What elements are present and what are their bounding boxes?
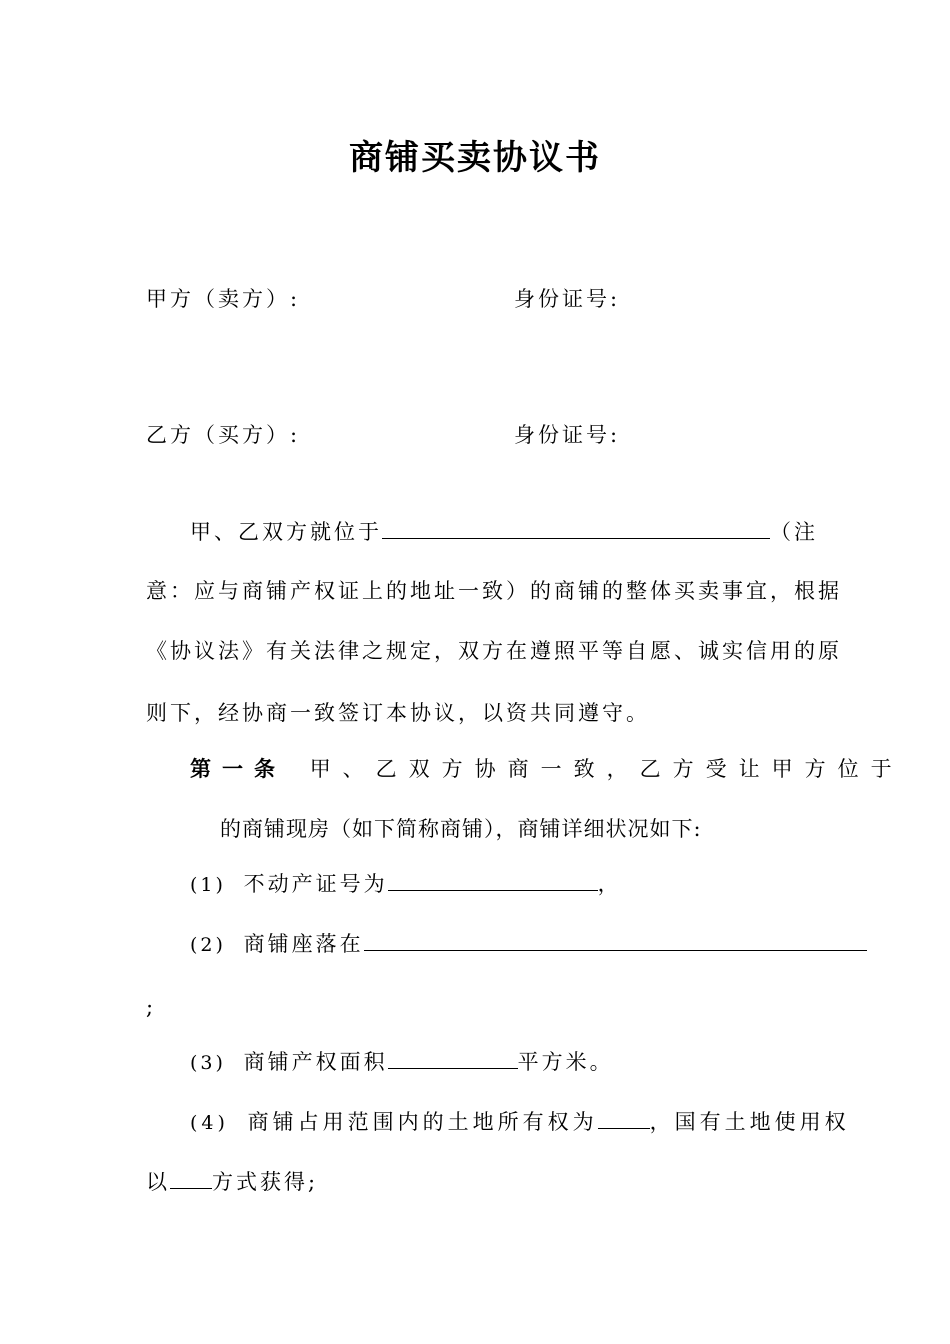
item-4-text: 商铺占用范围内的土地所有权为 xyxy=(247,1110,598,1134)
item-2-line xyxy=(190,928,867,960)
article-1-text: 甲、乙双方协商一致，乙方受让甲方位于 xyxy=(309,757,904,781)
document-title: 商铺买卖协议书 xyxy=(349,138,601,178)
acquisition-method-blank xyxy=(170,1166,212,1189)
item-4-cont-start: 以 xyxy=(146,1170,170,1194)
item-4-mid: ，国有土地使用权 xyxy=(649,1110,850,1134)
item-3-number: (3) xyxy=(190,1052,226,1074)
preamble-line-1 xyxy=(190,516,818,547)
article-1-cont-line xyxy=(220,814,702,844)
preamble-text-2: 意：应与商铺产权证上的地址一致）的商铺的整体买卖事宜，根据 xyxy=(146,579,842,603)
party-b-row xyxy=(146,420,300,450)
preamble-text-4: 则下，经协商一致签订本协议，以资共同遵守。 xyxy=(146,701,650,725)
preamble-text-1: 甲、乙双方就位于 xyxy=(190,520,382,544)
party-b-label: 乙方（买方）: xyxy=(146,423,301,447)
party-a-id-row xyxy=(514,284,620,314)
location-blank xyxy=(364,928,867,951)
preamble-note-open: （注 xyxy=(770,520,818,544)
item-4-number: (4) xyxy=(190,1112,229,1134)
property-cert-blank xyxy=(388,868,598,891)
party-a-row xyxy=(146,284,300,314)
party-b-id-row xyxy=(514,420,620,450)
item-2-end: ; xyxy=(146,995,157,1019)
party-a-id-label: 身份证号: xyxy=(514,287,621,311)
preamble-line-4 xyxy=(146,698,650,728)
item-3-text: 商铺产权面积 xyxy=(243,1050,388,1074)
item-4-cont-line xyxy=(146,1166,318,1197)
preamble-line-2 xyxy=(146,576,842,606)
item-2-number: (2) xyxy=(190,934,226,956)
item-2-end-line xyxy=(146,992,156,1022)
address-blank xyxy=(382,516,770,539)
land-ownership-blank xyxy=(598,1106,650,1129)
party-a-label: 甲方（卖方）: xyxy=(146,287,301,311)
item-3-line xyxy=(190,1046,614,1078)
item-1-number: (1) xyxy=(190,874,226,896)
item-1-line xyxy=(190,868,622,900)
article-1-cont: 的商铺现房（如下简称商铺），商铺详细状况如下: xyxy=(220,817,702,841)
preamble-line-3 xyxy=(146,636,842,666)
item-4-line xyxy=(190,1106,850,1138)
article-1-line xyxy=(190,754,904,784)
item-1-text: 不动产证号为 xyxy=(243,872,388,896)
item-4-cont-end: 方式获得; xyxy=(212,1170,319,1194)
article-1-heading: 第一条 xyxy=(190,757,286,781)
preamble-text-3: 《协议法》有关法律之规定，双方在遵照平等自愿、诚实信用的原 xyxy=(146,639,842,663)
area-blank xyxy=(388,1046,518,1069)
item-1-end: ， xyxy=(597,872,622,896)
party-b-id-label: 身份证号: xyxy=(514,423,621,447)
item-2-text: 商铺座落在 xyxy=(243,932,364,956)
item-3-end: 平方米。 xyxy=(517,1050,614,1074)
